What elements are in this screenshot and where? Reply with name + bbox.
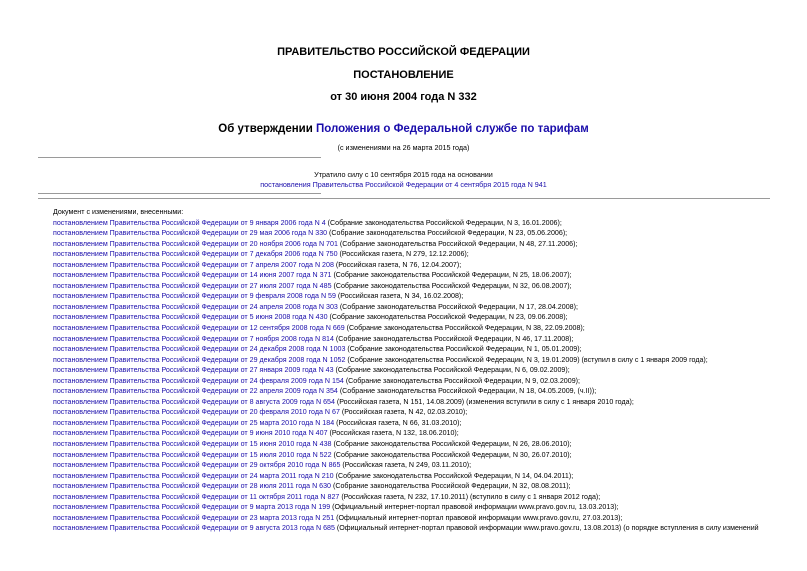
- amendment-item: [53, 492, 798, 503]
- amendment-item: [53, 323, 798, 334]
- amendment-item: [53, 312, 798, 323]
- amendment-source: (Собрание законодательства Российской Федерации, N 6, 09.02.2009);: [333, 366, 570, 375]
- repeal-link[interactable]: постановления Правительства Российской Федерации от 4 сентября 2015 года N 941: [260, 180, 547, 189]
- document-type-heading: ПОСТАНОВЛЕНИЕ: [353, 69, 454, 81]
- amendment-source: (Собрание законодательства Российской Федерации, N 18, 04.05.2009, (ч.II));: [337, 387, 597, 396]
- amendment-source: (Российская газета, N 66, 31.03.2010);: [334, 418, 462, 427]
- amendment-source: (Российская газета, N 279, 12.12.2006);: [337, 250, 469, 259]
- amendment-link[interactable]: постановлением Правительства Российской Федерации от 7 апреля 2007 года N 208: [53, 260, 334, 269]
- amendment-source: (Собрание законодательства Российской Федерации, N 17, 28.04.2008);: [337, 302, 578, 311]
- amendment-item: [53, 249, 798, 260]
- amendments-list: [53, 207, 798, 534]
- amendment-link[interactable]: постановлением Правительства Российской Федерации от 12 сентября 2008 года N 669: [53, 324, 345, 333]
- amendment-item: [53, 502, 798, 513]
- amendment-link[interactable]: постановлением Правительства Российской Федерации от 28 июля 2011 года N 630: [53, 482, 331, 491]
- amendment-item: [53, 270, 798, 281]
- amendment-link[interactable]: постановлением Правительства Российской Федерации от 9 июня 2010 года N 407: [53, 429, 328, 438]
- amendment-link[interactable]: постановлением Правительства Российской Федерации от 24 апреля 2008 года N 303: [53, 302, 338, 311]
- amendment-link[interactable]: постановлением Правительства Российской Федерации от 20 февраля 2010 года N 67: [53, 408, 340, 417]
- amendment-link[interactable]: постановлением Правительства Российской Федерации от 15 июня 2010 года N 438: [53, 440, 332, 449]
- repeal-note: Утратило силу с 10 сентября 2015 года на основании: [314, 170, 493, 179]
- amendment-link[interactable]: постановлением Правительства Российской Федерации от 25 марта 2010 года N 184: [53, 418, 335, 427]
- amendment-link[interactable]: постановлением Правительства Российской Федерации от 9 февраля 2008 года N 59: [53, 292, 336, 301]
- amendment-source: (Российская газета, N 151, 14.08.2009) (изменения вступили в силу с 1 января 2010 года);: [334, 397, 634, 406]
- amendment-source: (Официальный интернет-портал правовой информации www.pravo.gov.ru, 13.08.2013) (о порядке вступления в силу изменений: [334, 524, 759, 533]
- amendment-item: [53, 344, 798, 355]
- amendment-link[interactable]: постановлением Правительства Российской Федерации от 11 октября 2011 года N 827: [53, 492, 340, 501]
- amendment-link[interactable]: постановлением Правительства Российской Федерации от 14 июня 2007 года N 371: [53, 271, 332, 280]
- divider-long: [38, 198, 770, 199]
- title-prefix: Об утверждении: [218, 123, 317, 135]
- amendment-link[interactable]: постановлением Правительства Российской Федерации от 24 марта 2011 года N 210: [53, 471, 334, 480]
- amendment-source: (Собрание законодательства Российской Федерации, N 14, 04.04.2011);: [333, 471, 574, 480]
- amendment-source: (Собрание законодательства Российской Федерации, N 3, 16.01.2006);: [325, 218, 562, 227]
- edition-note: (с изменениями на 26 марта 2015 года): [337, 143, 470, 152]
- amendment-item: [53, 428, 798, 439]
- amendment-link[interactable]: постановлением Правительства Российской Федерации от 29 октября 2010 года N 865: [53, 461, 341, 470]
- amendment-link[interactable]: постановлением Правительства Российской Федерации от 27 января 2009 года N 43: [53, 366, 334, 375]
- title-link[interactable]: Положения о Федеральной службе по тарифам: [316, 123, 589, 135]
- amendment-link[interactable]: постановлением Правительства Российской Федерации от 7 декабря 2006 года N 750: [53, 250, 338, 259]
- amendment-item: [53, 260, 798, 271]
- amendment-item: [53, 386, 798, 397]
- amendment-link[interactable]: постановлением Правительства Российской Федерации от 15 июля 2010 года N 522: [53, 450, 332, 459]
- amendment-link[interactable]: постановлением Правительства Российской Федерации от 29 мая 2006 года N 330: [53, 229, 328, 238]
- amendment-source: (Российская газета, N 42, 02.03.2010);: [339, 408, 468, 417]
- amendment-source: (Собрание законодательства Российской Федерации, N 9, 02.03.2009);: [343, 376, 580, 385]
- amendment-item: [53, 281, 798, 292]
- amendment-link[interactable]: постановлением Правительства Российской Федерации от 29 декабря 2008 года N 1052: [53, 355, 346, 364]
- amendment-source: (Российская газета, N 132, 18.06.2010);: [327, 429, 459, 438]
- amendment-item: [53, 397, 798, 408]
- amendment-source: (Собрание законодательства Российской Федерации, N 46, 17.11.2008);: [333, 334, 574, 343]
- amendment-source: (Собрание законодательства Российской Федерации, N 32, 06.08.2007);: [331, 281, 572, 290]
- amendment-source: (Собрание законодательства Российской Федерации, N 26, 28.06.2010);: [331, 440, 572, 449]
- document-date-number: от 30 июня 2004 года N 332: [330, 91, 477, 103]
- amendment-item: [53, 450, 798, 461]
- amendment-source: (Официальный интернет-портал правовой информации www.pravo.gov.ru, 13.03.2013);: [330, 503, 619, 512]
- amendment-item: [53, 355, 798, 366]
- amendment-source: (Собрание законодательства Российской Федерации, N 3, 19.01.2009) (вступил в силу с 1 января 2009 года);: [345, 355, 708, 364]
- amendment-source: (Российская газета, N 249, 03.11.2010);: [340, 461, 472, 470]
- amendment-item: [53, 302, 798, 313]
- amendment-link[interactable]: постановлением Правительства Российской Федерации от 5 июня 2008 года N 430: [53, 313, 328, 322]
- amendment-item: [53, 523, 798, 534]
- amendment-item: [53, 365, 798, 376]
- amendment-link[interactable]: постановлением Правительства Российской Федерации от 24 февраля 2009 года N 154: [53, 376, 344, 385]
- amendment-item: [53, 439, 798, 450]
- amendment-item: [53, 291, 798, 302]
- amendment-source: (Собрание законодательства Российской Федерации, N 25, 18.06.2007);: [331, 271, 572, 280]
- amendment-link[interactable]: постановлением Правительства Российской Федерации от 22 апреля 2009 года N 354: [53, 387, 338, 396]
- amendment-link[interactable]: постановлением Правительства Российской Федерации от 7 ноября 2008 года N 814: [53, 334, 334, 343]
- amendment-source: (Собрание законодательства Российской Федерации, N 48, 27.11.2006);: [337, 239, 578, 248]
- amendment-source: (Собрание законодательства Российской Федерации, N 38, 22.09.2008);: [344, 324, 585, 333]
- amendment-source: (Собрание законодательства Российской Федерации, N 32, 08.08.2011);: [331, 482, 571, 491]
- amendment-item: [53, 376, 798, 387]
- amendment-item: [53, 218, 798, 229]
- amendment-item: [53, 228, 798, 239]
- amendment-link[interactable]: постановлением Правительства Российской Федерации от 9 марта 2013 года N 199: [53, 503, 331, 512]
- amendments-intro: Документ с изменениями, внесенными:: [53, 208, 184, 216]
- amendment-source: (Собрание законодательства Российской Федерации, N 23, 05.06.2006);: [327, 229, 568, 238]
- amendment-source: (Собрание законодательства Российской Федерации, N 23, 09.06.2008);: [327, 313, 568, 322]
- divider-short: [38, 157, 321, 158]
- amendment-source: (Российская газета, N 76, 12.04.2007);: [333, 260, 462, 269]
- amendment-source: (Российская газета, N 232, 17.10.2011) (вступило в силу с 1 января 2012 года);: [339, 492, 601, 501]
- amendment-item: [53, 407, 798, 418]
- amendment-item: [53, 239, 798, 250]
- amendment-link[interactable]: постановлением Правительства Российской Федерации от 9 января 2006 года N 4: [53, 218, 326, 227]
- amendment-link[interactable]: постановлением Правительства Российской Федерации от 9 августа 2013 года N 685: [53, 524, 335, 533]
- amendment-item: [53, 513, 798, 524]
- document-title: [0, 123, 807, 135]
- amendment-item: [53, 481, 798, 492]
- amendment-source: (Собрание законодательства Российской Федерации, N 1, 05.01.2009);: [345, 345, 582, 354]
- amendment-item: [53, 334, 798, 345]
- amendment-source: (Официальный интернет-портал правовой информации www.pravo.gov.ru, 27.03.2013);: [334, 513, 623, 522]
- amendment-item: [53, 460, 798, 471]
- amendment-link[interactable]: постановлением Правительства Российской Федерации от 24 декабря 2008 года N 1003: [53, 345, 346, 354]
- amendment-link[interactable]: постановлением Правительства Российской Федерации от 20 ноября 2006 года N 701: [53, 239, 338, 248]
- amendment-item: [53, 418, 798, 429]
- amendment-source: (Российская газета, N 34, 16.02.2008);: [335, 292, 464, 301]
- amendment-link[interactable]: постановлением Правительства Российской Федерации от 8 августа 2009 года N 654: [53, 397, 335, 406]
- amendment-source: (Собрание законодательства Российской Федерации, N 30, 26.07.2010);: [331, 450, 572, 459]
- divider-left: [38, 193, 321, 194]
- amendment-item: [53, 471, 798, 482]
- government-heading: ПРАВИТЕЛЬСТВО РОССИЙСКОЙ ФЕДЕРАЦИИ: [277, 46, 530, 58]
- amendment-link[interactable]: постановлением Правительства Российской Федерации от 23 марта 2013 года N 251: [53, 513, 335, 522]
- amendment-link[interactable]: постановлением Правительства Российской Федерации от 27 июля 2007 года N 485: [53, 281, 332, 290]
